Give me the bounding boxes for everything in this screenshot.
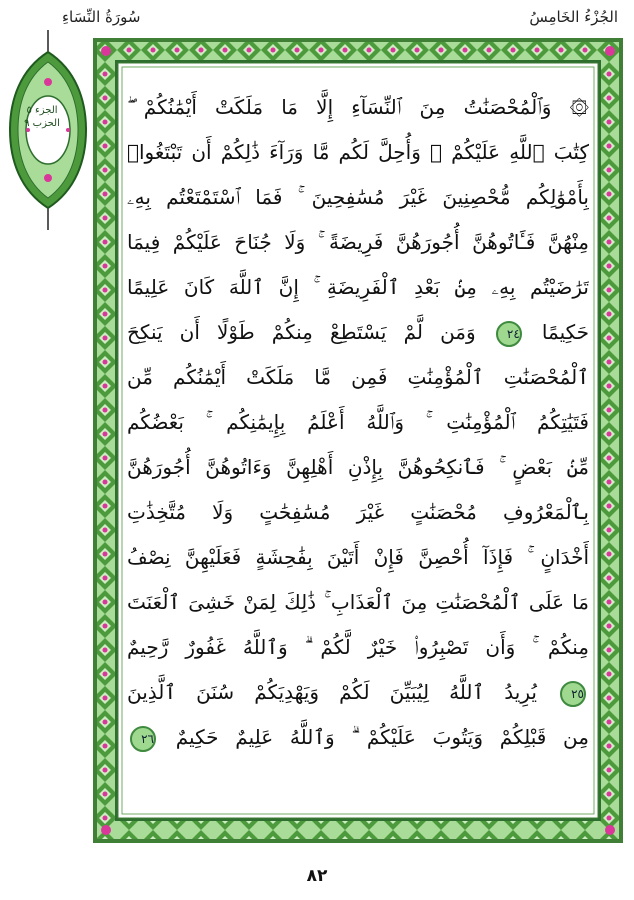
page-number: ٨٢ xyxy=(306,866,328,886)
hizb-label: الحزب ٩ xyxy=(24,118,60,129)
text-line-1: ۞ وَٱلْمُحْصَنَٰتُ مِنَ ٱلنِّسَآءِ إِلَّا مَا مَلَكَتْ أَيْمَٰنُكُمْ ۖ xyxy=(127,95,589,119)
verse-start-text: وَمَن لَّمْ يَسْتَطِعْ مِنكُمْ طَوْلًا أَن يَنكِحَ xyxy=(127,320,476,344)
text-line-11: أَخْدَانٍ ۚ فَإِذَآ أُحْصِنَّ فَإِنْ أَتَيْنَ بِفَٰحِشَةٍ فَعَلَيْهِنَّ نِصْفُ xyxy=(127,545,589,569)
text-line-9: مِّنۢ بَعْضٍ ۚ فَٱنكِحُوهُنَّ بِإِذْنِ أَهْلِهِنَّ وَءَاتُوهُنَّ أُجُورَهُنَّ xyxy=(127,455,589,479)
quran-text-area xyxy=(127,87,589,809)
ayah-number-marker: ٢٦ xyxy=(130,726,156,752)
juz-title: الجُزْءُ الخَامِسُ xyxy=(529,8,618,26)
ayah-number-marker: ٢٤ xyxy=(496,321,522,347)
surah-title: سُورَةُ النِّسَاءِ xyxy=(62,8,141,26)
text-line-6 xyxy=(127,312,589,352)
marker-text xyxy=(22,104,62,130)
text-line-7: ٱلْمُحْصَنَٰتِ ٱلْمُؤْمِنَٰتِ فَمِن مَّا مَلَكَتْ أَيْمَٰنُكُم مِّن xyxy=(127,365,589,389)
text-line-13: مِنكُمْ ۚ وَأَن تَصْبِرُوا۟ خَيْرٌ لَّكُمْ ۗ وَٱللَّهُ غَفُورٌ رَّحِيمٌ xyxy=(127,635,589,659)
juz-label: الجزء ٥ xyxy=(26,105,58,116)
text-line-2: كِتَٰبَ ٱللَّهِ عَلَيْكُمْ ۚ وَأُحِلَّ لَكُم مَّا وَرَآءَ ذَٰلِكُمْ أَن تَبْتَغُوا۟ xyxy=(127,140,589,164)
text-line-10: بِٱلْمَعْرُوفِ مُحْصَنَٰتٍ غَيْرَ مُسَٰفِحَٰتٍ وَلَا مُتَّخِذَٰتِ xyxy=(127,500,589,524)
text-line-8: فَتَيَٰتِكُمُ ٱلْمُؤْمِنَٰتِ ۚ وَٱللَّهُ أَعْلَمُ بِإِيمَٰنِكُم ۚ بَعْضُكُم xyxy=(127,410,589,434)
text-line-14 xyxy=(127,672,589,712)
text-line-12: مَا عَلَى ٱلْمُحْصَنَٰتِ مِنَ ٱلْعَذَابِ ۚ ذَٰلِكَ لِمَنْ خَشِىَ ٱلْعَنَتَ xyxy=(127,590,589,614)
text-line-5: تَرَٰضَيْتُم بِهِۦ مِنۢ بَعْدِ ٱلْفَرِيضَةِ ۚ إِنَّ ٱللَّهَ كَانَ عَلِيمًا xyxy=(127,275,589,299)
ayah-number-marker: ٢٥ xyxy=(560,681,586,707)
verse-text: يُرِيدُ ٱللَّهُ لِيُبَيِّنَ لَكُمْ وَيَهْدِيَكُمْ سُنَنَ ٱلَّذِينَ xyxy=(127,680,537,704)
text-line-3: بِأَمْوَٰلِكُم مُّحْصِنِينَ غَيْرَ مُسَٰفِحِينَ ۚ فَمَا ٱسْتَمْتَعْتُم بِهِۦ xyxy=(127,185,589,209)
verse-end-text: حَكِيمًا xyxy=(541,320,589,344)
hizb-marker-medallion xyxy=(6,30,90,230)
text-line-15 xyxy=(127,717,589,757)
verse-text: مِن قَبْلِكُمْ وَيَتُوبَ عَلَيْكُمْ ۗ وَٱللَّهُ عَلِيمٌ حَكِيمٌ xyxy=(175,725,589,749)
text-line-4: مِنْهُنَّ فَـَٔاتُوهُنَّ أُجُورَهُنَّ فَرِيضَةً ۚ وَلَا جُنَاحَ عَلَيْكُمْ فِيمَا xyxy=(127,230,589,254)
